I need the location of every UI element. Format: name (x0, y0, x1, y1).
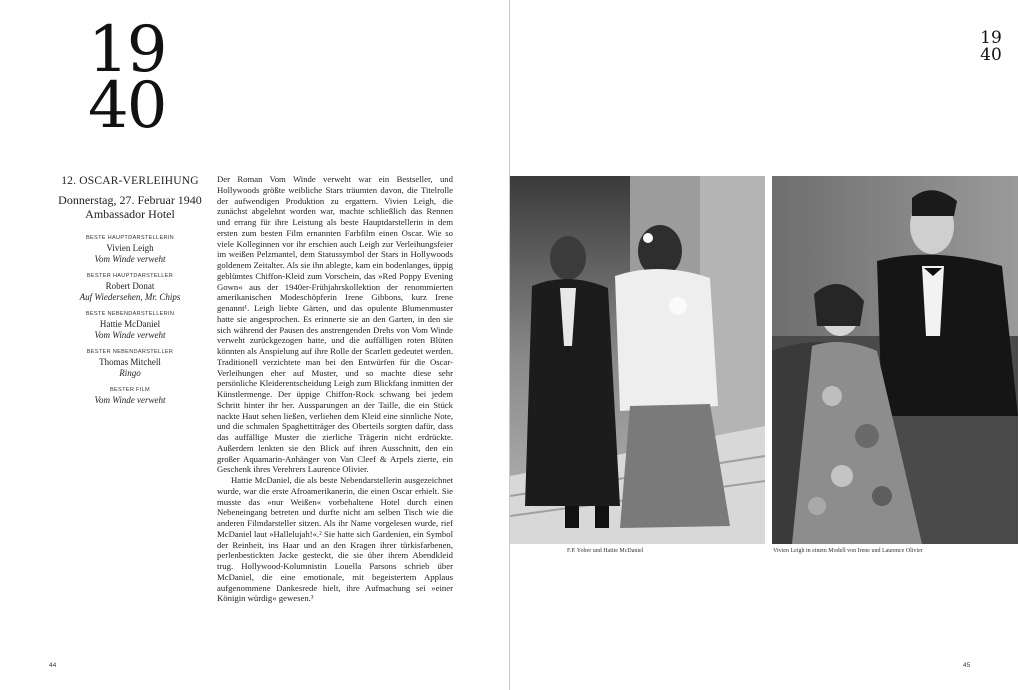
year-heading-bottom: 40 (88, 69, 166, 143)
awards-sidebar (56, 175, 204, 414)
award-entry (56, 273, 204, 302)
award-film: Vom Winde verweht (94, 395, 166, 405)
ceremony-venue: Ambassador Hotel (85, 207, 175, 221)
photo-leigh-olivier-image (772, 176, 1018, 544)
award-entry (56, 235, 204, 264)
photo-leigh-olivier (772, 176, 1018, 544)
award-film: Auf Wiedersehen, Mr. Chips (79, 292, 181, 302)
year-running-head (976, 30, 1006, 64)
award-winner: Robert Donat (105, 281, 155, 291)
article-paragraph: Der Roman Vom Winde verweht war ein Bestseller, und Hollywoods größte weibliche Stars träumten davon, die Titelrolle der aufwendigen Produktion zu ergattern. Vivien Leigh, die zunächst abgelehnt worden war, machte schließlich das Rennen und errang für ihre Leistung als beste Hauptdarstellerin in dem ersten zum besten Film ernannten Farbfilm einen Oscar. Wie so viele Kolleginnen vor ihr erschien auch Leigh zur Verleihungsfeier im weißen Pelzmantel, dem Statussymbol der Stars in Hollywoods goldenem Zeitalter. Als sie ihn ablegte, kam ein bodenlanges, üppig geblümtes Chiffon-Kleid zum Vorschein, das »Red Poppy Evening Gown« aus der 1940er-Frühjahrskollektion der renommierten amerikanischen Modeschöpferin Irene Gibbons, kurz Irene genannt¹. Leigh liebte Gärten, und das opulente Blumenmuster hatte sie angesprochen. Es erinnerte sie an den Garten, in den sie sich während der Pausen des anstrengenden Drehs von Vom Winde verweht zurückgezogen hatte, und die auffälligen roten Blüten könnten als Anspielung auf ihre Rolle der Scarlett gedeutet werden. Traditionell verzichtete man bei den Entwürfen für die Oscar-Verleihungen eher auf Muster, und so machte diese sehr persönliche Kleiderentscheidung Leigh zum Blickfang inmitten der Künstlermenge. Der üppige Chiffon-Rock schwang bei jedem Schritt hinter ihr her. Aussparungen an der Taille, die ein Stück nackte Haut sehen ließen, verliehen dem Kleid eine sinnliche Note, und die schmalen Spaghettiträger des Oberteils sorgten dafür, dass das auffällige Muster die zierliche Trägerin nicht erdrückte. Außerdem lenkten sie den Blick auf ihren Ausschnitt, den ein großer Aquamarin-Anhänger von Van Cleef & Arpels zierte, ein Geschenk ihres Verehrers Laurence Olivier. (217, 174, 453, 475)
award-film: Ringo (119, 368, 141, 378)
photo-yober-mcdaniel (510, 176, 765, 544)
award-category: BESTER NEBENDARSTELLER (86, 349, 174, 355)
year-running-head-bottom: 40 (980, 45, 1002, 65)
award-entry (56, 387, 204, 405)
award-entry (56, 349, 204, 378)
page-number-right: 45 (963, 662, 971, 669)
award-winner: Thomas Mitchell (99, 357, 161, 367)
photo-yober-mcdaniel-image (510, 176, 765, 544)
ceremony-date-venue (56, 193, 204, 221)
article-body (217, 174, 453, 604)
year-running-head-top: 19 (980, 28, 1002, 48)
article-paragraph: Hattie McDaniel, die als beste Nebendarstellerin ausgezeichnet wurde, war die erste Afroamerikanerin, die einen Oscar erhielt. Sie musste das »nur Weißen« vorbehaltene Hotel durch einen Nebeneingang betreten und durfte nicht am selben Tisch wie die anderen Filmdarsteller sitzen. Als ihr Name vorgelesen wurde, rief McDaniel laut »Hallelujah!«.² Sie hatte sich Gardenien, ein Symbol der Reinheit, ins Haar und an den Kragen ihrer türkisfarbenen, perlenbestickten Jacke gesteckt, die sie über ihrem Abendkleid trug. Hollywood-Kolumnistin Louella Parsons schrieb über McDaniel, die eine emotionale, mit begeistertem Applaus aufgenommene Dankesrede hielt, ihre Aufmachung sei »einer Königin würdig« gewesen.³ (217, 475, 453, 604)
caption-photo-left: F.P. Yober und Hattie McDaniel (567, 548, 644, 554)
award-category: BESTE HAUPTDARSTELLERIN (85, 235, 175, 241)
year-heading-top: 19 (88, 13, 166, 87)
year-heading (88, 13, 178, 143)
award-winner: Hattie McDaniel (99, 319, 161, 329)
award-category: BESTER FILM (110, 387, 150, 393)
award-film: Vom Winde verweht (94, 254, 166, 264)
caption-photo-right: Vivien Leigh in einem Modell von Irene und Laurence Olivier (773, 548, 923, 554)
award-category: BESTE NEBENDARSTELLERIN (85, 311, 175, 317)
ceremony-title: 12. OSCAR-VERLEIHUNG (61, 175, 199, 187)
award-entry (56, 311, 204, 340)
award-category: BESTER HAUPTDARSTELLER (86, 273, 174, 279)
ceremony-date: Donnerstag, 27. Februar 1940 (58, 193, 202, 207)
award-winner: Vivien Leigh (106, 243, 154, 253)
page-number-left: 44 (49, 662, 57, 669)
award-film: Vom Winde verweht (94, 330, 166, 340)
